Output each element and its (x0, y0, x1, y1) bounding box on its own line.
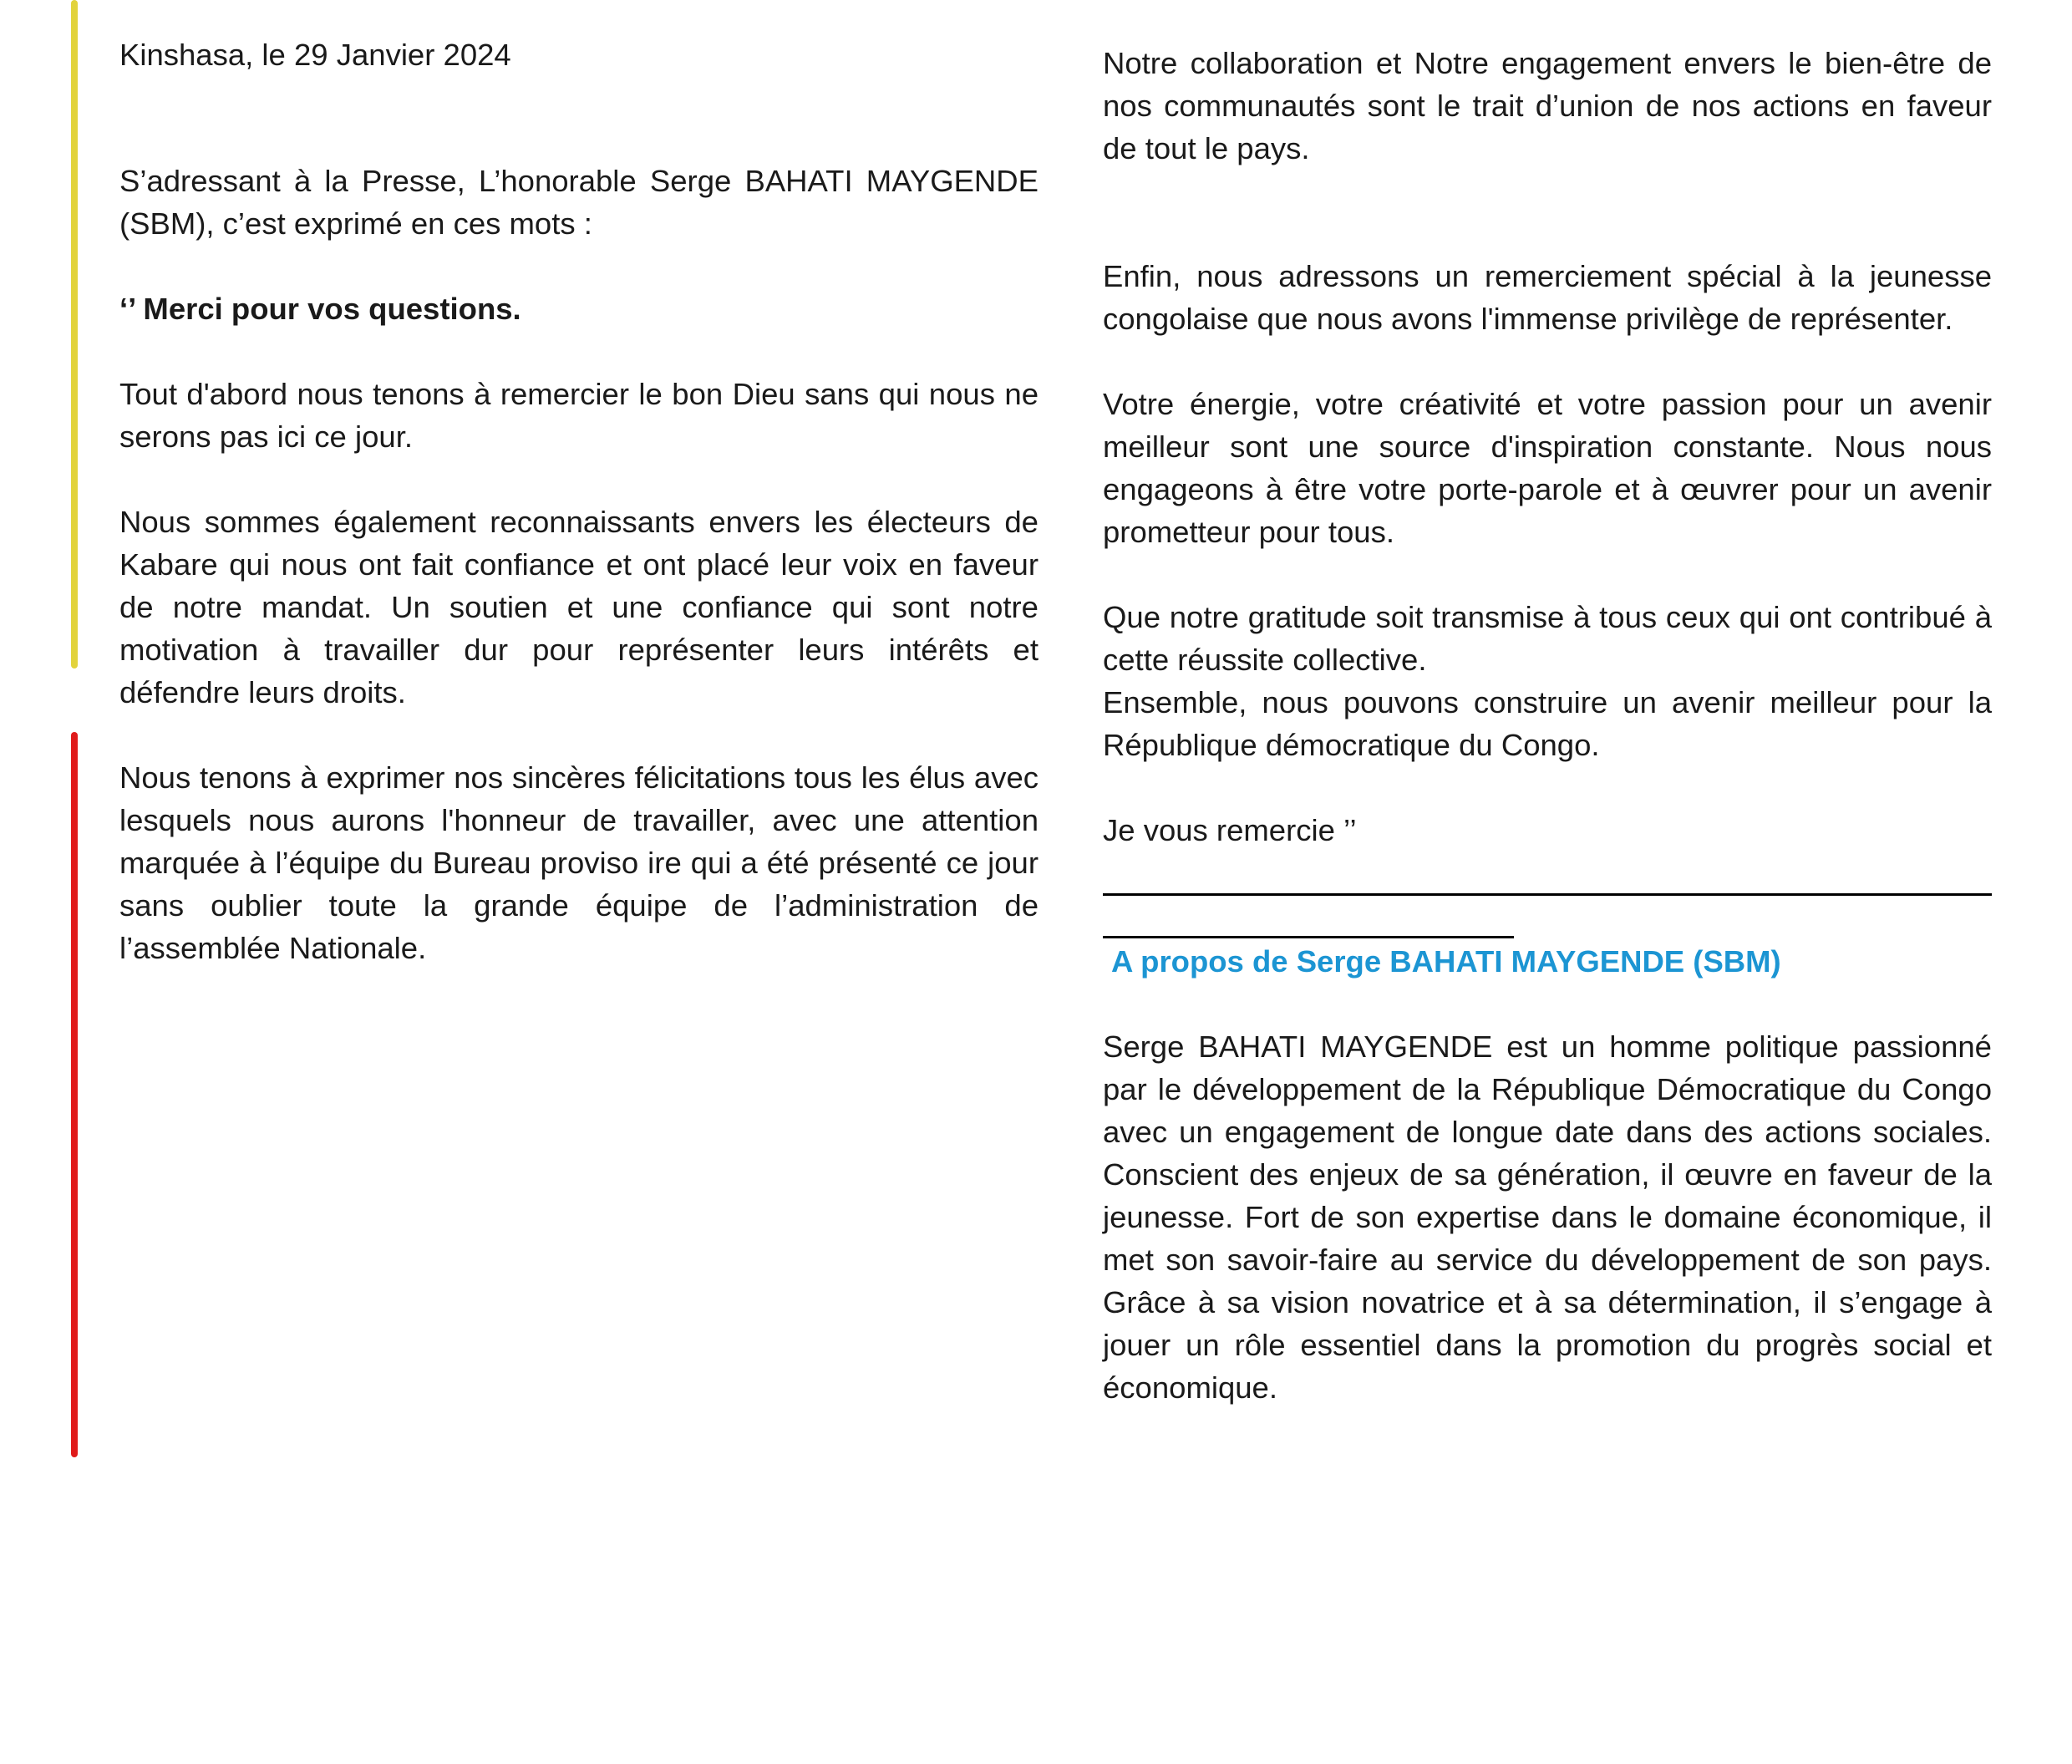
paragraph-youth-thanks: Enfin, nous adressons un remerciement spécial à la jeunesse congolaise que nous avons l'immense privilège de représenter. (1103, 259, 1992, 336)
left-column (119, 33, 1039, 969)
divider-long (1103, 893, 1992, 896)
about-paragraph: Serge BAHATI MAYGENDE est un homme politique passionné par le développement de la République Démocratique du Congo avec un engagement de longue date dans des actions sociales. Conscient des enjeux de sa génération, il œuvre en faveur de la jeunesse. Fort de son expertise dans le domaine économique, il met son savoir-faire au service du développement de son pays. Grâce à sa vision novatrice et à sa détermination, il s’engage à jouer un rôle essentiel dans la promotion du progrès social et économique. (1103, 1029, 1992, 1405)
paragraph-collaboration: Notre collaboration et Notre engagement envers le bien-être de nos communautés sont le trait d’union de nos actions en faveur de tout le pays. (1103, 46, 1992, 165)
thanks-heading: ‘’ Merci pour vos questions. (119, 292, 521, 326)
right-column (1103, 42, 1992, 1409)
paragraph-gratitude: Que notre gratitude soit transmise à tous ceux qui ont contribué à cette réussite collective. (1103, 600, 1992, 677)
date-line: Kinshasa, le 29 Janvier 2024 (119, 38, 511, 72)
paragraph-thanks-god: Tout d'abord nous tenons à remercier le bon Dieu sans qui nous ne serons pas ici ce jour. (119, 377, 1039, 454)
intro-paragraph: S’adressant à la Presse, L’honorable Serge BAHATI MAYGENDE (SBM), c’est exprimé en ces mots : (119, 164, 1039, 241)
paragraph-youth-energy: Votre énergie, votre créativité et votre passion pour un avenir meilleur sont une source d'inspiration constante. Nous nous engageons à être votre porte-parole et à œuvrer pour un avenir prometteur pour tous. (1103, 387, 1992, 549)
yellow-accent-bar (71, 0, 78, 668)
closing-line: Je vous remercie ’’ (1103, 813, 1357, 847)
paragraph-together: Ensemble, nous pouvons construire un avenir meilleur pour la République démocratique du Congo. (1103, 685, 1992, 762)
paragraph-voters: Nous sommes également reconnaissants envers les électeurs de Kabare qui nous ont fait confiance et ont placé leur voix en faveur de notre mandat. Un soutien et une confiance qui sont notre motivation à travailler dur pour représenter leurs intérêts et défendre leurs droits. (119, 505, 1039, 709)
divider-short (1103, 936, 1514, 938)
paragraph-congratulations: Nous tenons à exprimer nos sincères félicitations tous les élus avec lesquels nous aurons l'honneur de travailler, avec une attention marquée à l’équipe du Bureau proviso ire qui a été présenté ce jour sans oublier toute la grande équipe de l’administration de l’assemblée Nationale. (119, 760, 1039, 965)
red-accent-bar (71, 732, 78, 1457)
about-heading: A propos de Serge BAHATI MAYGENDE (SBM) (1111, 944, 1781, 979)
